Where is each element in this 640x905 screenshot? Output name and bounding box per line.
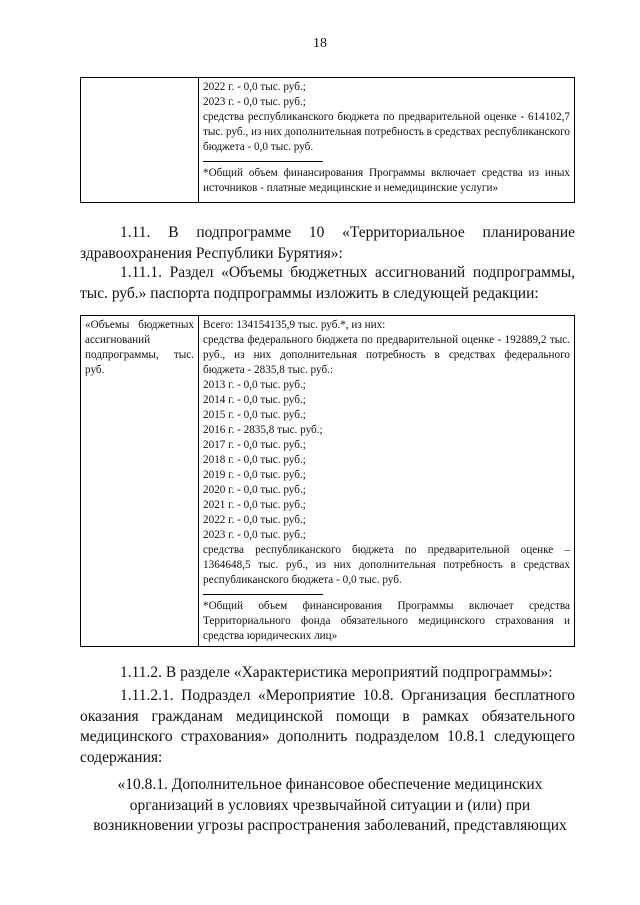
- year-line: 2013 г. - 0,0 тыс. руб.;: [203, 379, 306, 391]
- paragraph-1-11: 1.11. В подпрограмме 10 «Территориальное планирование здравоохранения Республики Бурятия»:: [80, 224, 575, 262]
- year-line: 2017 г. - 0,0 тыс. руб.;: [203, 439, 306, 451]
- paragraph-1-11-2: 1.11.2. В разделе «Характеристика мероприятий подпрограммы»:: [120, 664, 553, 681]
- footnote-text: *Общий объем финансирования Программы включает средства из иных источников - платные медицинские и немедицинские услуги»: [203, 167, 570, 194]
- year-line: 2018 г. - 0,0 тыс. руб.;: [203, 454, 306, 466]
- funding-table-continuation: [80, 77, 575, 203]
- year-line: 2020 г. - 0,0 тыс. руб.;: [203, 484, 306, 496]
- year-line: 2022 г. - 0,0 тыс. руб.;: [203, 514, 306, 526]
- year-line: 2023 г. - 0,0 тыс. руб.;: [203, 96, 306, 108]
- republic-budget-text: средства республиканского бюджета по предварительной оценке – 1364648,5 тыс. руб., из них дополнительная потребность в средствах республиканского бюджета - 0,0 тыс. руб.: [203, 544, 570, 586]
- funding-table: [80, 315, 575, 647]
- page-number: 18: [313, 36, 327, 51]
- year-line: 2015 г. - 0,0 тыс. руб.;: [203, 409, 306, 421]
- footnote-text: *Общий объем финансирования Программы включает средства Территориального фонда обязательного медицинского страхования и средства юридических лиц»: [203, 600, 570, 642]
- section-heading-10-8-1: «10.8.1. Дополнительное финансовое обеспечение медицинских организаций в условиях чрезвычайной ситуации и (или) при возникновении угрозы распространения заболеваний, представляющих: [93, 776, 567, 834]
- total-line: Всего: 134154135,9 тыс. руб.*, из них:: [203, 319, 386, 331]
- year-line: 2021 г. - 0,0 тыс. руб.;: [203, 499, 306, 511]
- paragraph-1-11-1: 1.11.1. Раздел «Объемы бюджетных ассигнований подпрограммы, тыс. руб.» паспорта подпрограммы изложить в следующей редакции:: [80, 264, 575, 302]
- table1-left-cell: [81, 78, 199, 203]
- year-line: 2016 г. - 2835,8 тыс. руб.;: [203, 424, 323, 436]
- year-line: 2019 г. - 0,0 тыс. руб.;: [203, 469, 306, 481]
- footnote-divider: [203, 594, 323, 595]
- table2-label-cell: «Объемы бюджетных ассигнований подпрограммы, тыс. руб.: [81, 316, 199, 647]
- table1-right-cell: [199, 78, 575, 203]
- paragraph-1-11-2-1: 1.11.2.1. Подраздел «Мероприятие 10.8. Организация бесплатного оказания гражданам медицинской помощи в рамках обязательного медицинского страхования» дополнить подразделом 10.8.1 следующего содержания:: [80, 687, 575, 766]
- republic-budget-text: средства республиканского бюджета по предварительной оценке - 614102,7 тыс. руб., из них дополнительная потребность в средствах республиканского бюджета - 0,0 тыс. руб.: [203, 111, 570, 153]
- federal-budget-text: средства федерального бюджета по предварительной оценке - 192889,2 тыс. руб., из них дополнительная потребность в средствах федерального бюджета - 2835,8 тыс. руб.:: [203, 334, 570, 376]
- footnote-divider: [203, 161, 323, 162]
- year-line: 2023 г. - 0,0 тыс. руб.;: [203, 529, 306, 541]
- table2-value-cell: [199, 316, 575, 647]
- year-line: 2014 г. - 0,0 тыс. руб.;: [203, 394, 306, 406]
- year-line: 2022 г. - 0,0 тыс. руб.;: [203, 81, 306, 93]
